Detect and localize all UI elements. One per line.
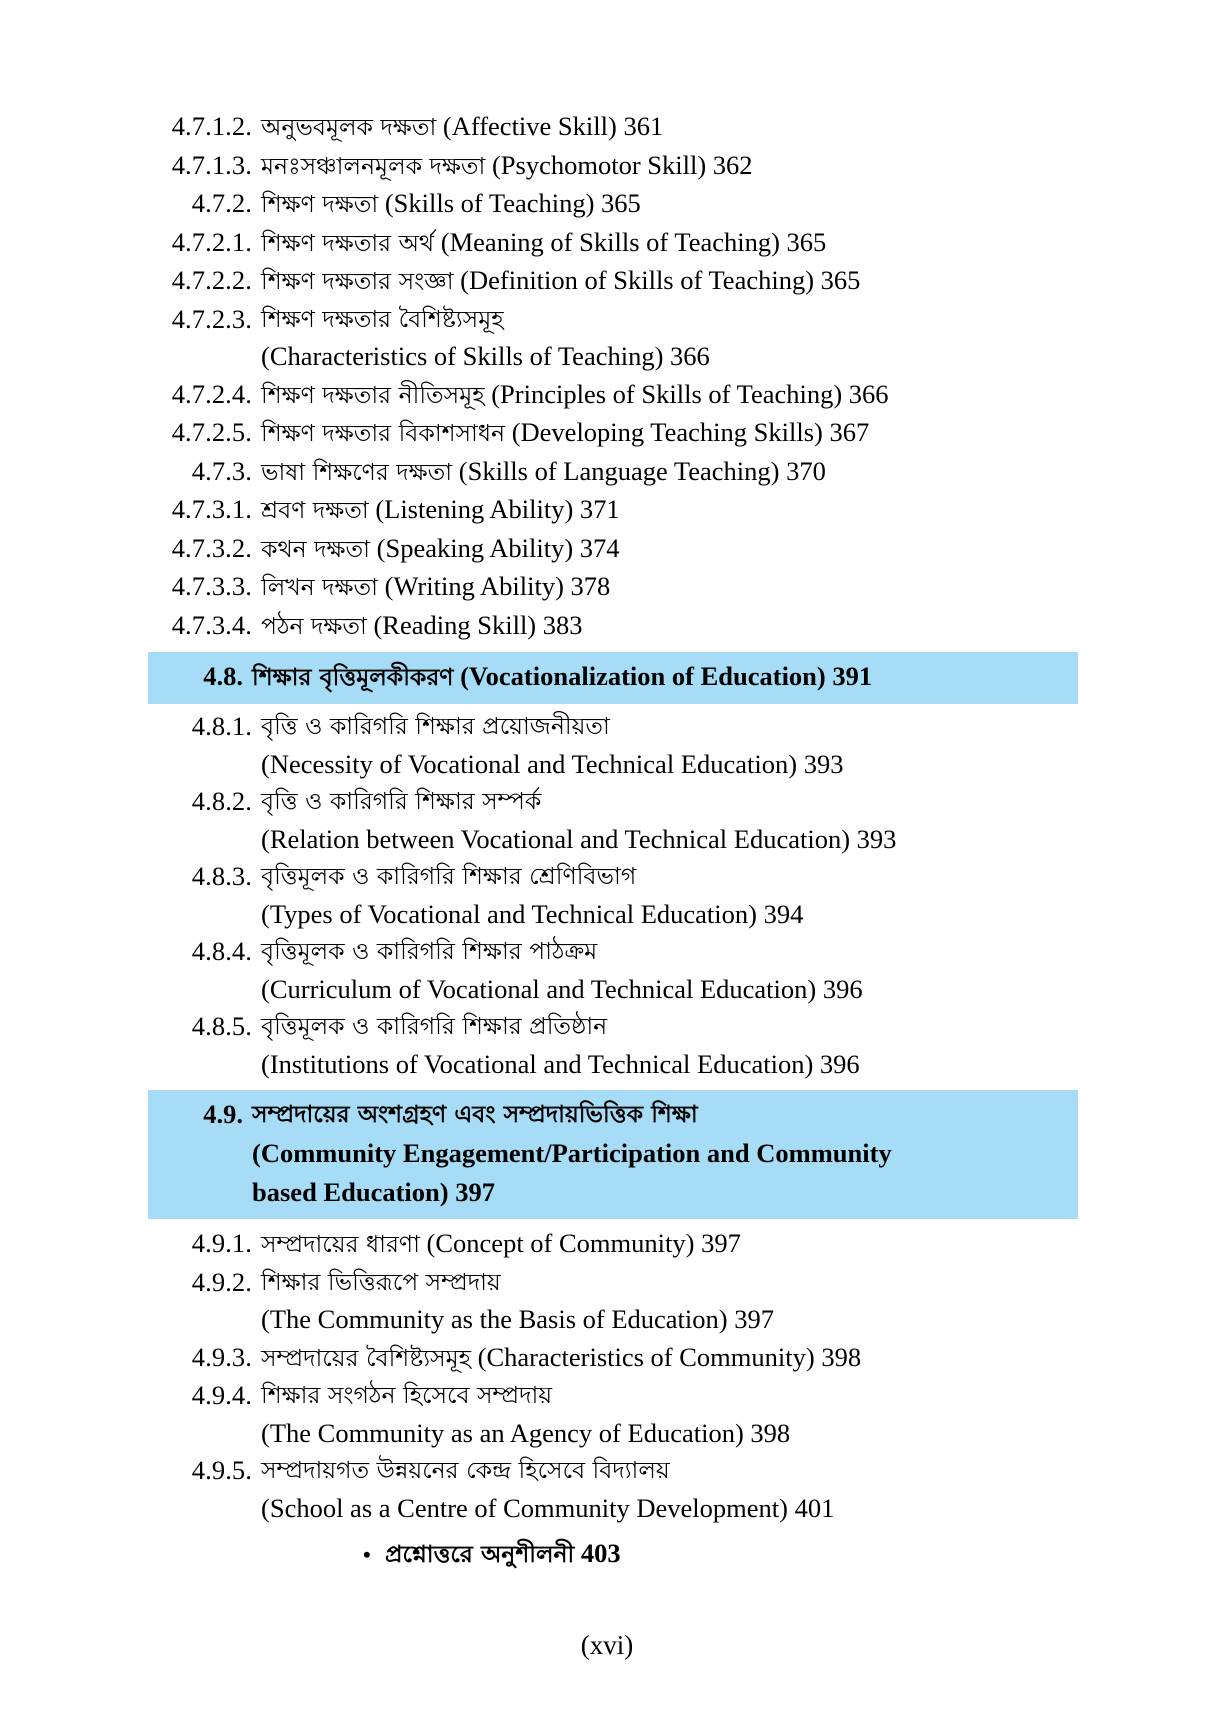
toc-entry[interactable] (148, 858, 1078, 896)
entry-bengali: বৃত্তি ও কারিগরি শিক্ষার প্রয়োজনীয়তা (261, 712, 610, 740)
entry-bengali: ভাষা শিক্ষণের দক্ষতা (261, 457, 453, 486)
entry-bengali: শিক্ষণ দক্ষতা (261, 190, 379, 218)
entry-bengali: শিক্ষার সংগঠন হিসেবে সম্প্রদায় (261, 1381, 553, 1409)
section-title-english: (Vocationalization of Education) 391 (460, 661, 873, 691)
entry-english: (Skills of Teaching) 365 (384, 188, 641, 218)
toc-entry[interactable] (148, 1452, 1078, 1490)
toc-entry[interactable] (148, 1377, 1078, 1415)
table-of-contents (148, 108, 1078, 1575)
section-title-bengali: সম্প্রদায়ের অংশগ্রহণ এবং সম্প্রদায়ভিত্তিক শিক্ষা (252, 1100, 698, 1128)
entry-english: (Necessity of Vocational and Technical Education) 393 (261, 748, 844, 779)
bullet-page: 403 (580, 1538, 621, 1568)
entry-english: (Principles of Skills of Teaching) 366 (491, 378, 889, 409)
entry-english: (Affective Skill) 361 (442, 111, 664, 141)
bullet-bengali: প্রশ্নোত্তরে অনুশীলনী (385, 1540, 575, 1568)
entry-bengali: লিখন দক্ষতা (261, 573, 378, 601)
entry-number: 4.7.2.2. (171, 265, 252, 295)
entry-number: 4.8.2. (191, 786, 252, 816)
entry-number: 4.7.3. (191, 455, 252, 486)
toc-entry[interactable] (148, 491, 1078, 530)
toc-entry[interactable] (148, 376, 1078, 415)
entry-bengali: শিক্ষণ দক্ষতার বিকাশসাধন (261, 419, 506, 447)
entry-text (261, 376, 889, 415)
toc-entry[interactable] (148, 224, 1078, 263)
entry-bengali: শিক্ষণ দক্ষতার বৈশিষ্ট্যসমূহ (261, 304, 504, 333)
entry-bengali: সম্প্রদায়গত উন্নয়নের কেন্দ্র হিসেবে বিদ্যালয় (261, 1456, 670, 1484)
entry-bengali: কথন দক্ষতা (261, 534, 370, 563)
entry-bengali: শিক্ষার ভিত্তিরূপে সম্প্রদায় (261, 1267, 501, 1296)
toc-entry[interactable] (148, 568, 1078, 607)
entry-text (261, 530, 620, 569)
section-title-bengali: শিক্ষার বৃত্তিমূলকীকরণ (252, 663, 454, 691)
entry-text (261, 147, 753, 186)
entry-number: 4.7.3.4. (171, 609, 252, 640)
toc-entry[interactable] (148, 1008, 1078, 1046)
toc-entry[interactable] (148, 708, 1078, 746)
entry-bengali: বৃত্তিমূলক ও কারিগরি শিক্ষার শ্রেণিবিভাগ (261, 862, 637, 890)
entry-english: (Speaking Ability) 374 (376, 532, 620, 563)
entry-english: (Definition of Skills of Teaching) 365 (460, 265, 861, 295)
entry-bengali: শিক্ষণ দক্ষতার নীতিসমূহ (261, 380, 485, 409)
entry-number: 4.9.2. (191, 1266, 252, 1297)
entry-text (261, 491, 620, 530)
entry-text (261, 414, 869, 453)
toc-entry[interactable] (148, 185, 1078, 224)
entry-english: (The Community as the Basis of Education) 397 (261, 1304, 774, 1334)
entry-bengali: অনুভবমূলক দক্ষতা (261, 113, 437, 141)
section-title-english-line1: (Community Engagement/Participation and Community (252, 1138, 892, 1168)
entry-number: 4.7.2. (191, 188, 252, 218)
toc-entry[interactable] (148, 108, 1078, 147)
entry-english: (Institutions of Vocational and Technical Education) 396 (261, 1048, 860, 1079)
bullet-text (385, 1533, 621, 1574)
entry-number: 4.7.3.1. (171, 494, 252, 524)
entry-number: 4.7.1.2. (171, 111, 252, 141)
entry-bengali: সম্প্রদায়ের ধারণা (261, 1230, 420, 1258)
entry-english: (Curriculum of Vocational and Technical Education) 396 (261, 973, 863, 1004)
entry-number: 4.7.3.2. (171, 532, 252, 563)
entry-text (261, 568, 610, 607)
entry-english: (Concept of Community) 397 (426, 1228, 741, 1258)
entry-bengali: মনঃসঞ্চালনমূলক দক্ষতা (261, 151, 486, 180)
entry-text (261, 262, 860, 301)
entry-number: 4.7.3.3. (171, 571, 252, 601)
section-title-english-line2: based Education) 397 (252, 1177, 495, 1207)
entry-english: (The Community as an Agency of Education) 398 (261, 1417, 791, 1448)
entry-english: (Listening Ability) 371 (375, 494, 620, 524)
entry-text (261, 185, 641, 224)
entry-bengali: পঠন দক্ষতা (261, 611, 367, 640)
entry-number: 4.9.4. (191, 1380, 252, 1410)
entry-number: 4.8.1. (191, 711, 252, 741)
entry-text (261, 1339, 861, 1378)
page-folio: (xvi) (580, 1630, 634, 1660)
entry-bengali: বৃত্তি ও কারিগরি শিক্ষার সম্পর্ক (261, 787, 542, 815)
entry-english: (Relation between Vocational and Technical Education) 393 (261, 823, 897, 854)
section-heading-4-8[interactable] (148, 652, 1078, 704)
entry-number: 4.7.2.4. (171, 378, 252, 409)
toc-entry[interactable] (148, 147, 1078, 186)
section-heading-4-9[interactable] (148, 1090, 1078, 1219)
toc-entry[interactable] (148, 1225, 1078, 1264)
entry-english: (Psychomotor Skill) 362 (491, 149, 753, 180)
toc-entry[interactable] (148, 783, 1078, 821)
entry-bengali: শিক্ষণ দক্ষতার সংজ্ঞা (261, 267, 454, 295)
toc-entry[interactable] (148, 607, 1078, 646)
entry-text (261, 453, 826, 492)
entry-english: (Skills of Language Teaching) 370 (458, 455, 826, 486)
entry-number: 4.9.3. (191, 1341, 252, 1372)
entry-number: 4.7.2.5. (171, 417, 252, 447)
toc-entry[interactable] (148, 414, 1078, 453)
entry-number: 4.8.5. (191, 1011, 252, 1041)
entry-number: 4.7.2.3. (171, 303, 252, 334)
entry-text (261, 1225, 741, 1264)
entry-english: (Writing Ability) 378 (384, 571, 611, 601)
entry-bengali: সম্প্রদায়ের বৈশিষ্ট্যসমূহ (261, 1343, 472, 1372)
entry-number: 4.9.5. (191, 1455, 252, 1485)
toc-bullet-item[interactable] (148, 1533, 1078, 1575)
entry-number: 4.7.1.3. (171, 149, 252, 180)
section-heading-row (148, 657, 1068, 697)
entry-english: (School as a Centre of Community Development) 401 (261, 1492, 835, 1523)
toc-entry[interactable] (148, 301, 1078, 339)
entry-english: (Characteristics of Community) 398 (477, 1341, 862, 1372)
entry-english: (Developing Teaching Skills) 367 (511, 417, 870, 447)
entry-english: (Reading Skill) 383 (373, 609, 583, 640)
entry-bengali: শিক্ষণ দক্ষতার অর্থ (261, 228, 435, 257)
entry-number: 4.8.4. (191, 936, 252, 966)
entry-bengali: বৃত্তিমূলক ও কারিগরি শিক্ষার পাঠক্রম (261, 937, 598, 965)
toc-entry[interactable] (148, 530, 1078, 569)
entry-text (261, 108, 663, 147)
toc-entry[interactable] (148, 1264, 1078, 1302)
entry-bengali: শ্রবণ দক্ষতা (261, 496, 369, 524)
toc-entry[interactable] (148, 262, 1078, 301)
entry-number: 4.7.2.1. (171, 226, 252, 257)
entry-english: (Meaning of Skills of Teaching) 365 (440, 226, 827, 257)
entry-english: (Types of Vocational and Technical Education) 394 (261, 898, 804, 929)
entry-text (261, 224, 826, 263)
toc-entry[interactable] (148, 933, 1078, 971)
entry-text (261, 607, 583, 646)
entry-bengali: বৃত্তিমূলক ও কারিগরি শিক্ষার প্রতিষ্ঠান (261, 1012, 608, 1040)
section-heading-row (148, 1095, 1068, 1134)
toc-entry[interactable] (148, 1339, 1078, 1378)
toc-entry[interactable] (148, 453, 1078, 492)
entry-english: (Characteristics of Skills of Teaching) 366 (261, 341, 710, 371)
section-number: 4.8. (203, 661, 243, 691)
section-title (252, 657, 1068, 697)
entry-number: 4.8.3. (191, 861, 252, 891)
bullet-icon: • (363, 1542, 371, 1567)
entry-number: 4.9.1. (191, 1228, 252, 1258)
section-number: 4.9. (203, 1099, 243, 1129)
